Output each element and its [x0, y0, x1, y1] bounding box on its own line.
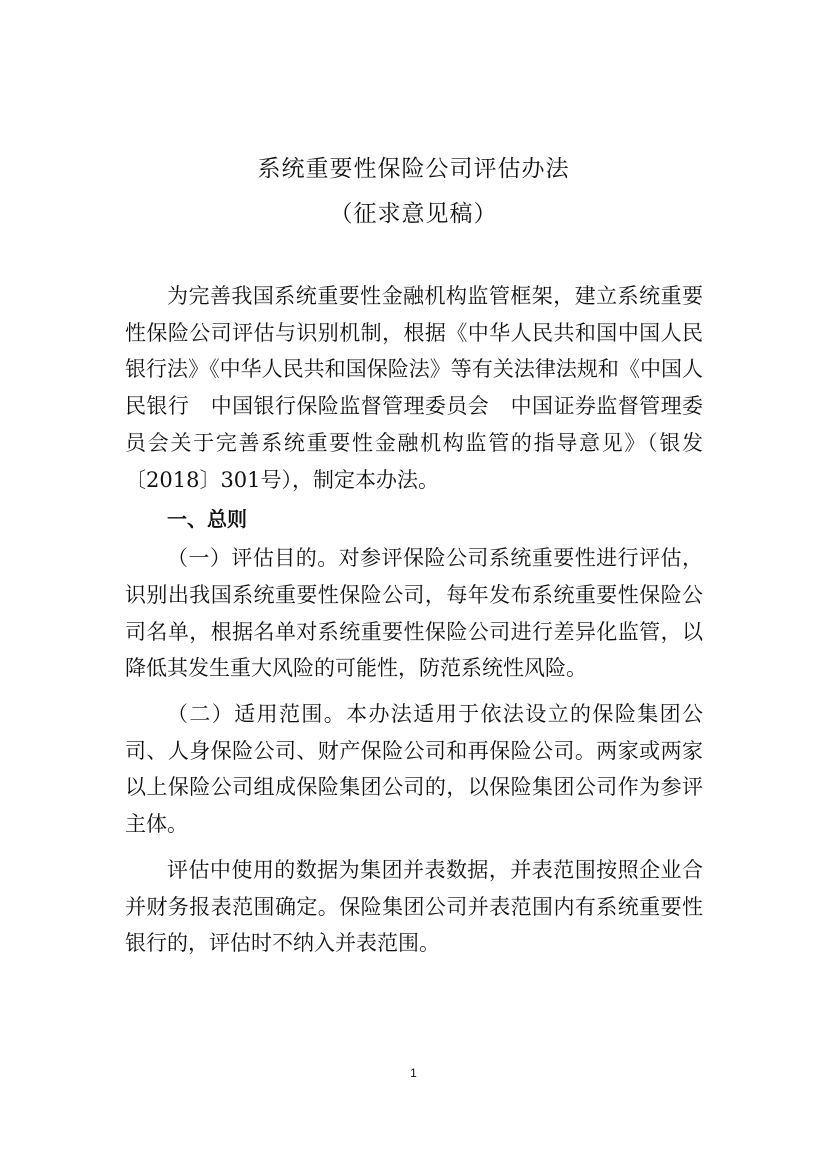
- page-number: 1: [410, 1066, 417, 1080]
- clause-purpose: （一）评估目的。对参评保险公司系统重要性进行评估，识别出我国系统重要性保险公司，每年发布系统重要性保险公司名单，根据名单对系统重要性保险公司进行差异化监管，以降低其发生重大风险的可能性，防范系统性风险。: [125, 546, 703, 681]
- document-title: 系统重要性保险公司评估办法: [257, 156, 570, 182]
- section-heading-general: 一、总则: [167, 507, 247, 532]
- intro-paragraph: 为完善我国系统重要性金融机构监管框架，建立系统重要性保险公司评估与识别机制，根据《中华人民共和国中国人民银行法》《中华人民共和国保险法》等有关法律法规和《中国人民银行 中国银行保险监督管理委员会 中国证券监督管理委员会关于完善系统重要性金融机构监管的指导意见》（银发〔2018〕301号），制定本办法。: [125, 284, 703, 492]
- document-body: [125, 278, 703, 962]
- clause-scope: （二）适用范围。本办法适用于依法设立的保险集团公司、人身保险公司、财产保险公司和再保险公司。两家或两家以上保险公司组成保险集团公司的，以保险集团公司作为参评主体。: [125, 702, 703, 837]
- document-subtitle: （征求意见稿）: [329, 201, 498, 227]
- clause-scope-continuation: 评估中使用的数据为集团并表数据，并表范围按照企业合并财务报表范围确定。保险集团公司并表范围内有系统重要性银行的，评估时不纳入并表范围。: [125, 857, 703, 956]
